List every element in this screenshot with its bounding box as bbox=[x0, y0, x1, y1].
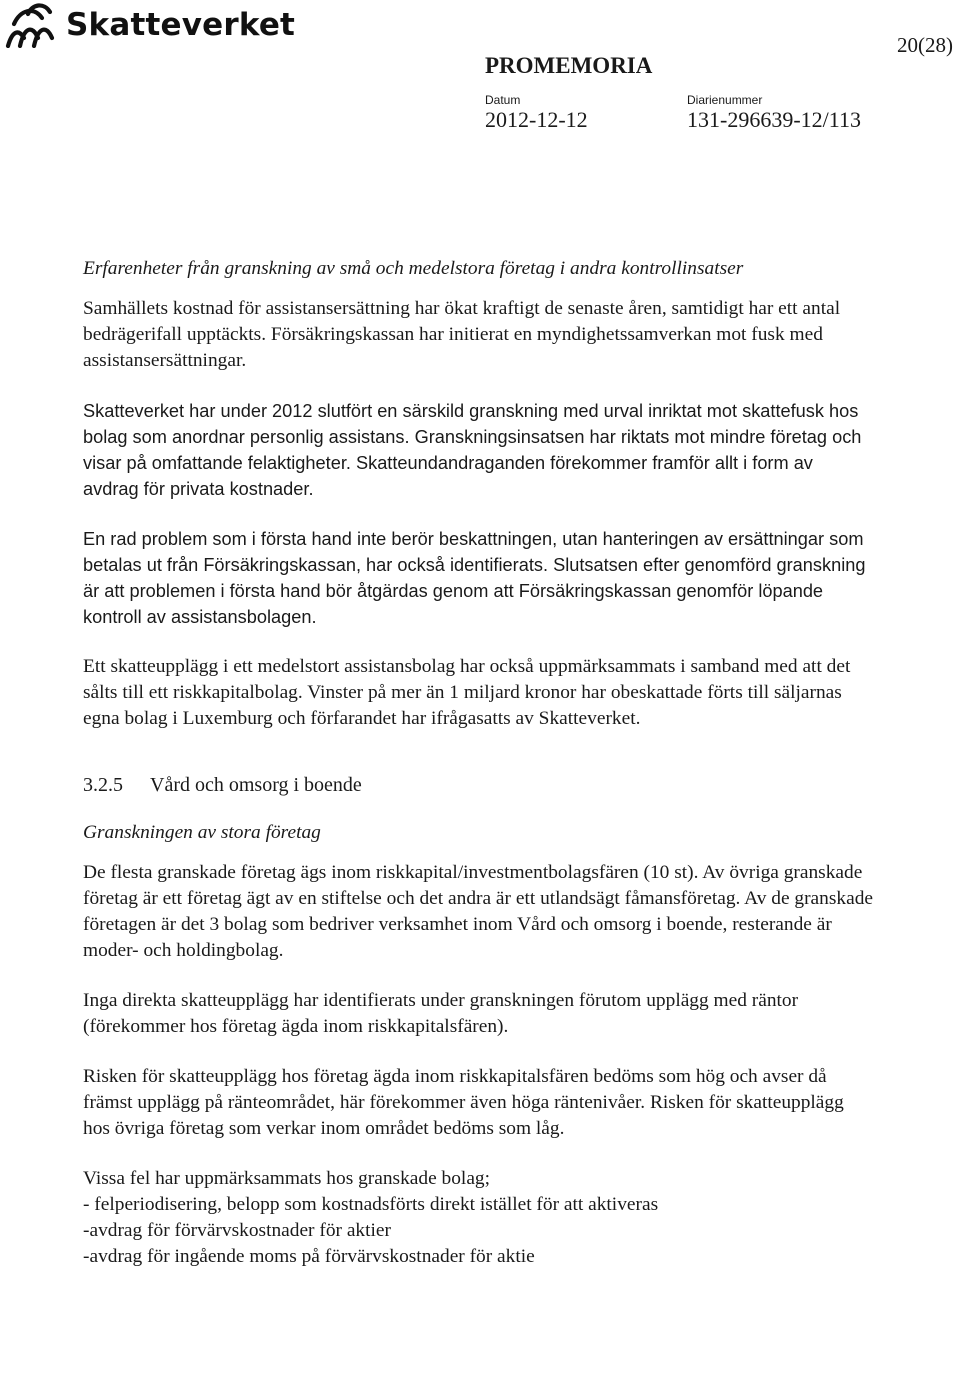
subheading-large-companies: Granskningen av stora företag bbox=[83, 822, 321, 843]
list-intro: Vissa fel har uppmärksammats hos granskade bolag; bbox=[83, 1168, 491, 1189]
paragraph-3: En rad problem som i första hand inte berör beskattningen, utan hanteringen av ersättningar som betalas ut från Försäkringskassan, har också identifierats. Slutsatsen efter genomförd granskning är att problemen i första hand bör åtgärdas genom att Försäkringskassan genomför löpande kontroll av assistansbolagen. bbox=[83, 529, 866, 627]
logo-wordmark: Skatteverket bbox=[66, 6, 296, 43]
section-number: 3.2.5 bbox=[83, 774, 123, 796]
paragraph-5: De flesta granskade företag ägs inom riskkapital/investmentbolagsfären (10 st). Av övriga granskade företag är ett företag ägt av en stiftelse och det andra är ett utlandsägt fåmansföretag. Av de granskade företagen är det 3 bolag som bedriver verksamhet inom Vård och omsorg i boende, resterande är moder- och holdingbolag. bbox=[83, 862, 874, 961]
paragraph-2: Skatteverket har under 2012 slutfört en särskild granskning med urval inriktat mot skattefusk hos bolag som anordnar personlig assistans. Granskningsinsatsen har riktats mot mindre företag och visar på omfattande felaktigheter. Skatteundandraganden förekommer framför allt i form av avdrag för privata kostnader. bbox=[83, 401, 862, 499]
section-title: Vård och omsorg i boende bbox=[150, 774, 362, 796]
list-item: - felperiodisering, belopp som kostnadsförts direkt istället för att aktiveras bbox=[83, 1194, 659, 1215]
skatteverket-logo bbox=[4, 2, 295, 48]
page-number: 20(28) bbox=[897, 33, 953, 57]
date-value: 2012-12-12 bbox=[485, 107, 588, 132]
document-body bbox=[83, 256, 873, 1270]
paragraph-4: Ett skatteupplägg i ett medelstort assistansbolag har också uppmärksammats i samband med att det sålts till ett riskkapitalbolag. Vinster på mer än 1 miljard kronor har obeskattade förts till säljarnas egna bolag i Luxemburg och förfarandet har ifrågasatts av Skatteverket. bbox=[83, 656, 851, 729]
diarienummer-label: Diarienummer bbox=[687, 93, 763, 107]
section-heading bbox=[83, 772, 873, 798]
crown-emblem-icon bbox=[4, 2, 60, 48]
paragraph-6: Inga direkta skatteupplägg har identifierats under granskningen förutom upplägg med räntor (förekommer hos företag ägda inom riskkapitalsfären). bbox=[83, 990, 799, 1037]
error-list-block bbox=[83, 1166, 873, 1270]
document-type: PROMEMORIA bbox=[485, 53, 653, 78]
list-item: -avdrag för ingående moms på förvärvskostnader för aktie bbox=[83, 1246, 535, 1267]
diarienummer-value: 131-296639-12/113 bbox=[687, 107, 861, 132]
paragraph-1: Samhällets kostnad för assistansersättning har ökat kraftigt de senaste åren, samtidigt har ett antal bedrägerifall upptäckts. Försäkringskassan har initierat en myndighetssamverkan mot fusk med assistansersättningar. bbox=[83, 298, 841, 371]
list-item: -avdrag för förvärvskostnader för aktier bbox=[83, 1220, 391, 1241]
date-label: Datum bbox=[485, 93, 521, 107]
subheading-experiences: Erfarenheter från granskning av små och medelstora företag i andra kontrollinsatser bbox=[83, 258, 744, 279]
paragraph-7: Risken för skatteupplägg hos företag ägda inom riskkapitalsfären bedöms som hög och avser då främst upplägg på ränteområdet, här förekommer även höga räntenivåer. Risken för skatteupplägg hos övriga företag som verkar inom området bedöms som låg. bbox=[83, 1066, 844, 1139]
